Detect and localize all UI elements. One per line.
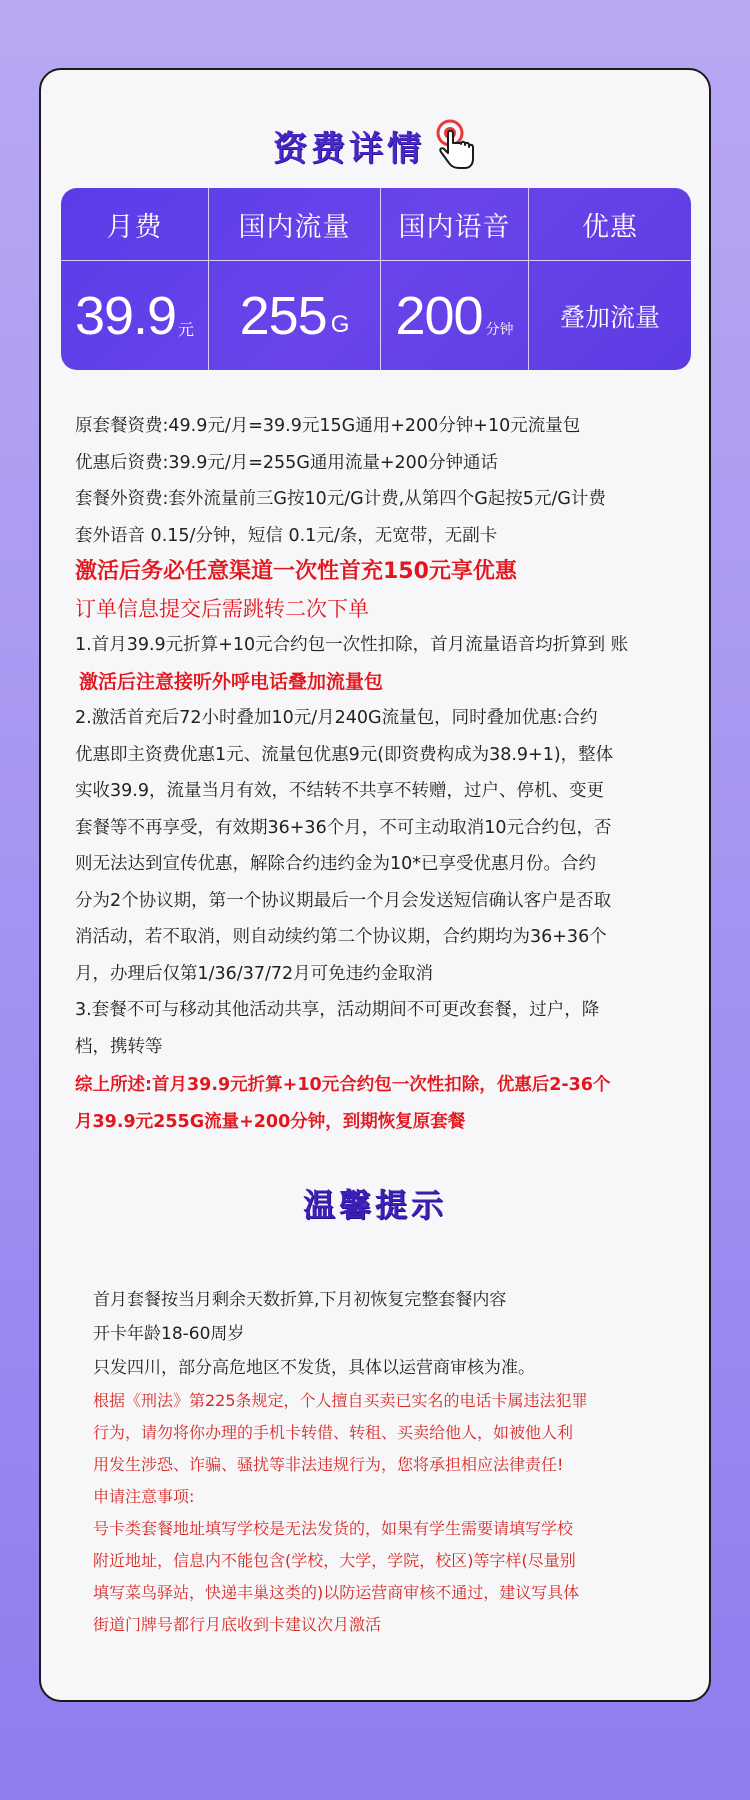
legal-line: 号卡类套餐地址填写学校是无法发货的，如果有学生需要请填写学校: [93, 1519, 574, 1538]
summary-line: 综上所述:首月39.9元折算+10元合约包一次性扣除，优惠后2-36个: [75, 1075, 611, 1095]
monthly-fee-value: 39.9: [74, 285, 177, 346]
plan-table: [61, 188, 691, 370]
legal-line: 根据《刑法》第225条规定，个人擅自买卖已实名的电话卡属违法犯罪: [93, 1391, 588, 1410]
rule-line: 实收39.9，流量当月有效，不结转不共享不转赠，过户、停机、变更: [75, 781, 604, 801]
tip-line: 首月套餐按当月剩余天数折算,下月初恢复完整套餐内容: [93, 1290, 507, 1310]
tips-section: [93, 1283, 693, 1641]
legal-line: 申请注意事项:: [93, 1487, 195, 1506]
tip-line: 开卡年龄18-60周岁: [93, 1324, 245, 1344]
header-promo: 优惠: [529, 188, 691, 261]
rule-line: 月，办理后仅第1/36/37/72月可免违约金取消: [75, 963, 434, 984]
legal-line: 街道门牌号都行月底收到卡建议次月激活: [93, 1615, 382, 1634]
rule-line: 优惠即主资费优惠1元、流量包优惠9元(即资费构成为38.9+1)，整体: [75, 744, 614, 765]
page-title: 资费详情: [273, 128, 425, 169]
hand-pointer-click-icon: [435, 119, 477, 171]
rule-line: 分为2个协议期，第一个协议期最后一个月会发送短信确认客户是否取: [75, 890, 612, 911]
monthly-fee-cell: [61, 261, 209, 370]
promo-cell: [529, 261, 691, 370]
data-cell: [209, 261, 381, 370]
legal-line: 附近地址，信息内不能包含(学校，大学，学院，校区)等字样(尽量别: [93, 1551, 576, 1570]
tip-line: 只发四川，部分高危地区不发货，具体以运营商审核为准。: [93, 1358, 535, 1378]
promo-value: 叠加流量: [559, 302, 660, 332]
tips-title: 温馨提示: [302, 1186, 447, 1224]
monthly-fee-unit: 元: [178, 320, 195, 339]
rule-line: 3.套餐不可与移动其他活动共享，活动期间不可更改套餐，过户，降: [75, 1000, 600, 1020]
legal-line: 行为，请勿将你办理的手机卡转借、转租、买卖给他人，如被他人利: [93, 1423, 574, 1442]
voice-unit: 分钟: [485, 321, 514, 338]
plan-details: [75, 408, 690, 1140]
detail-line: 优惠后资费:39.9元/月=255G通用流量+200分钟通话: [75, 452, 498, 473]
rule-line: 套餐等不再享受，有效期36+36个月，不可主动取消10元合约包，否: [75, 817, 612, 838]
rule-line: 2.激活首充后72小时叠加10元/月240G流量包，同时叠加优惠:合约: [75, 708, 598, 728]
detail-line: 套外语音 0.15/分钟，短信 0.1元/条，无宽带，无副卡: [75, 525, 498, 546]
detail-line: 原套餐资费:49.9元/月=39.9元15G通用+200分钟+10元流量包: [75, 416, 581, 436]
rule-line: 1.首月39.9元折算+10元合约包一次性扣除，首月流量语音均折算到 账: [75, 635, 629, 655]
legal-line: 用发生涉恐、诈骗、骚扰等非法违规行为，您将承担相应法律责任!: [93, 1455, 564, 1474]
summary-line: 月39.9元255G流量+200分钟，到期恢复原套餐: [75, 1111, 466, 1132]
detail-card: [39, 68, 711, 1702]
legal-line: 填写菜鸟驿站，快递丰巢这类的)以防运营商审核不通过，建议写具体: [93, 1583, 580, 1602]
second-order-notice: 订单信息提交后需跳转二次下单: [75, 596, 369, 621]
data-unit: G: [330, 310, 350, 338]
header-domestic-voice: 国内语音: [381, 188, 529, 261]
header-monthly-fee: 月费: [61, 188, 209, 261]
rule-line: 消活动，若不取消，则自动续约第二个协议期，合约期均为36+36个: [75, 927, 607, 947]
detail-line: 套餐外资费:套外流量前三G按10元/G计费,从第四个G起按5元/G计费: [75, 489, 606, 509]
rule-line: 则无法达到宣传优惠，解除合约违约金为10*已享受优惠月份。合约: [75, 854, 597, 874]
recharge-notice: 激活后务必任意渠道一次性首充150元享优惠: [75, 559, 517, 584]
title-row: [41, 110, 709, 180]
voice-cell: [381, 261, 529, 370]
voice-value: 200: [395, 285, 483, 346]
data-value: 255: [239, 285, 327, 346]
header-domestic-data: 国内流量: [209, 188, 381, 261]
rule-line: 档，携转等: [75, 1036, 163, 1057]
call-notice: 激活后注意接听外呼电话叠加流量包: [79, 670, 384, 693]
